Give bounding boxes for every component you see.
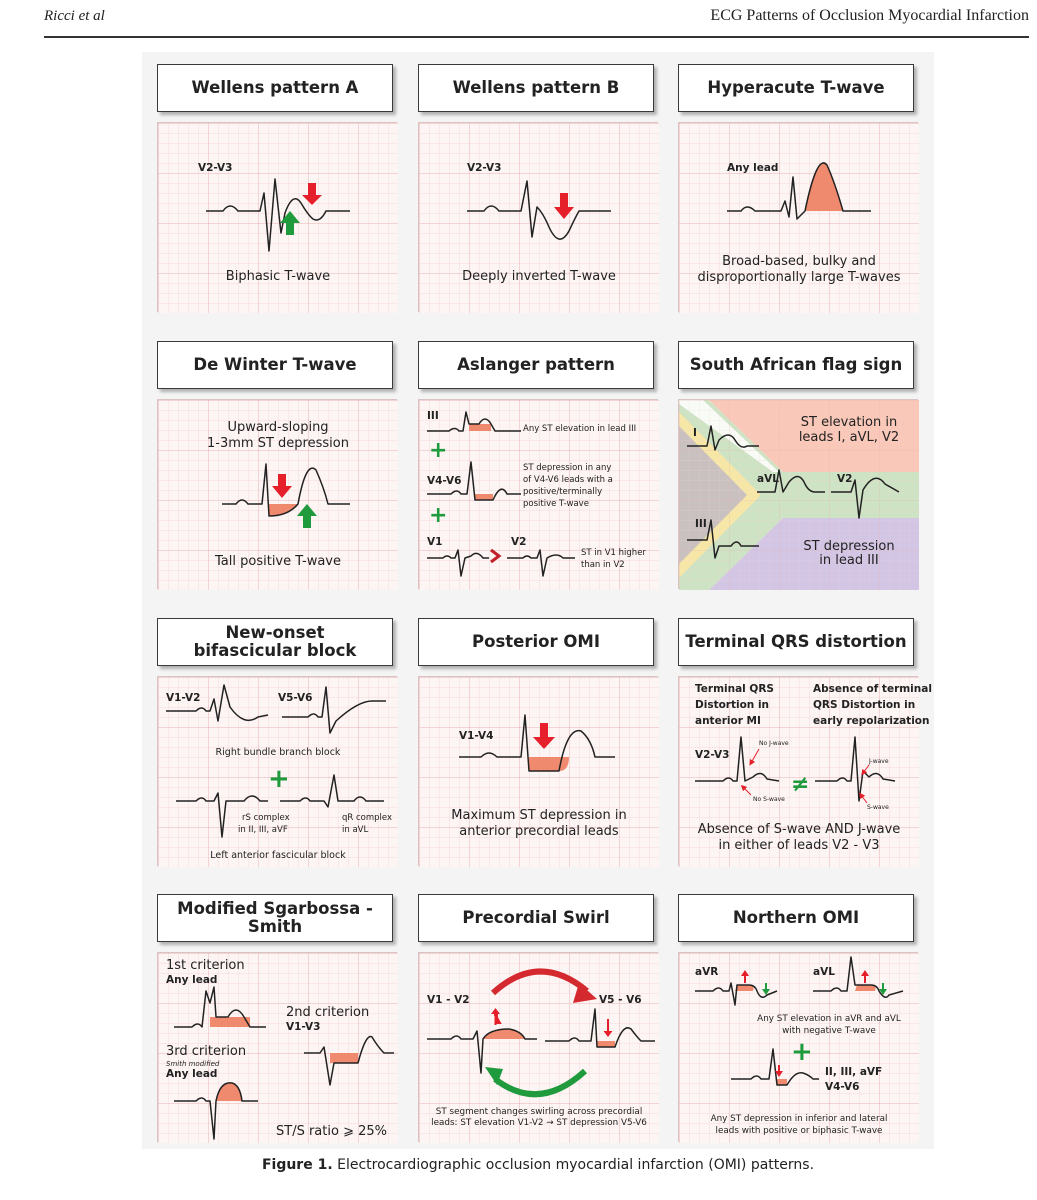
- right-heading-2: QRS Distortion in: [813, 699, 916, 711]
- panel-hyperacute: [678, 122, 918, 312]
- title-northern: Northern OMI: [678, 894, 914, 942]
- left-heading-1: Terminal QRS: [695, 683, 774, 695]
- title-line-1: New-onset: [225, 623, 325, 642]
- lead-v2-label: V2: [837, 473, 853, 485]
- title-hyperacute: Hyperacute T-wave: [678, 64, 914, 112]
- not-equal-sign: ≠: [791, 772, 810, 797]
- figure-caption-text: Electrocardiographic occlusion myocardial infarction (OMI) patterns.: [337, 1157, 815, 1173]
- rbbb-caption: Right bundle branch block: [215, 747, 341, 758]
- right-heading-3: early repolarization: [813, 715, 930, 727]
- right-heading-1: Absence of terminal: [813, 683, 932, 695]
- st-elevation-fill: [469, 424, 491, 431]
- s-wave-label: S-wave: [867, 804, 889, 811]
- panel-de-winter: [157, 399, 397, 589]
- lead-iii-label: III: [695, 518, 707, 530]
- title-sgarbossa: Modified Sgarbossa - Smith: [157, 894, 393, 942]
- note-1: Any ST elevation in lead III: [523, 424, 637, 434]
- st-depression-fill-2: [330, 1053, 358, 1063]
- lafb-caption: Left anterior fascicular block: [210, 850, 346, 861]
- title-bifascicular: [157, 618, 393, 666]
- title-de-winter: De Winter T-wave: [157, 341, 393, 389]
- lead-v5-v6-label: V5 - V6: [599, 994, 642, 1006]
- lead-v1-v2-label: V1 - V2: [427, 994, 470, 1006]
- note-2a: ST depression: [803, 539, 895, 554]
- title-wellens-b: Wellens pattern B: [418, 64, 654, 112]
- plus-sign: +: [791, 1037, 813, 1067]
- panel-bifascicular: [157, 676, 397, 866]
- rs-label-2: in II, III, aVF: [238, 825, 288, 835]
- criterion-3-sub-2: Any lead: [166, 1068, 218, 1080]
- left-heading-3: anterior MI: [695, 715, 761, 727]
- qr-label-1: qR complex: [342, 813, 393, 823]
- panel-aslanger: [418, 399, 658, 589]
- panel-sgarbossa: [157, 952, 397, 1142]
- title-south-african: South African flag sign: [678, 341, 914, 389]
- note-1b: leads I, aVL, V2: [798, 430, 900, 445]
- title-posterior: Posterior OMI: [418, 618, 654, 666]
- note-2a: Any ST depression in inferior and lateral: [710, 1114, 888, 1124]
- panel-south-african-flag: [678, 399, 918, 589]
- caption-line-1: Broad-based, bulky and: [722, 254, 876, 269]
- caption-line-2: in either of leads V2 - V3: [718, 838, 880, 853]
- st-s-ratio: ST/S ratio ⩾ 25%: [276, 1124, 387, 1139]
- criterion-1-sub: Any lead: [166, 974, 218, 986]
- top-text-2: 1-3mm ST depression: [207, 436, 349, 451]
- lead-avl-label: aVL: [813, 966, 835, 978]
- panel-northern-omi: [678, 952, 918, 1142]
- top-text-1: Upward-sloping: [227, 420, 329, 435]
- caption-line-2: disproportionally large T-waves: [697, 270, 901, 285]
- criterion-2: 2nd criterion: [286, 1005, 370, 1020]
- st-elevation-fill-avl: [855, 985, 876, 991]
- title-terminal-qrs: Terminal QRS distortion: [678, 618, 914, 666]
- title-swirl: Precordial Swirl: [418, 894, 654, 942]
- note-2b: of V4-V6 leads with a: [523, 475, 613, 485]
- rs-label-1: rS complex: [242, 813, 290, 823]
- lead-label: V2-V3: [695, 749, 730, 761]
- st-depression-fill-inferior: [777, 1079, 787, 1085]
- caption-line-2: leads: ST elevation V1-V2 → ST depression V5-V6: [431, 1118, 647, 1128]
- lead-v1-label: V1: [427, 536, 443, 548]
- lead-v5-v6-label: V5-V6: [278, 692, 313, 704]
- lead-label: Any lead: [727, 162, 779, 174]
- lead-v1-v2-label: V1-V2: [166, 692, 201, 704]
- note-1b: with negative T-wave: [782, 1026, 876, 1036]
- lead-v4-v6-label: V4-V6: [427, 475, 462, 487]
- caption-line-1: Maximum ST depression in: [451, 808, 627, 823]
- note-3a: ST in V1 higher: [581, 548, 646, 558]
- lead-lateral-label: V4-V6: [825, 1081, 860, 1093]
- lead-inferior-label: II, III, aVF: [825, 1066, 883, 1078]
- no-j-wave-label: No J-wave: [759, 740, 789, 747]
- caption: Tall positive T-wave: [215, 554, 341, 569]
- note-2b: leads with positive or biphasic T-wave: [715, 1126, 883, 1136]
- lead-avl-label: aVL: [757, 473, 779, 485]
- panel-precordial-swirl: [418, 952, 658, 1142]
- title-aslanger: Aslanger pattern: [418, 341, 654, 389]
- panel-wellens-a: [157, 122, 397, 312]
- criterion-3: 3rd criterion: [166, 1044, 247, 1059]
- no-s-wave-label: No S-wave: [753, 796, 785, 803]
- title-line-2: bifascicular block: [193, 641, 357, 660]
- caption: Deeply inverted T-wave: [462, 269, 616, 284]
- caption-line-1: ST segment changes swirling across precordial: [435, 1107, 643, 1117]
- note-2d: positive T-wave: [523, 499, 589, 509]
- lead-iii-label: III: [427, 410, 439, 422]
- lead-i-label: I: [693, 427, 697, 439]
- journal-title-header: ECG Patterns of Occlusion Myocardial Infarction: [710, 7, 1029, 24]
- lead-avr-label: aVR: [695, 966, 719, 978]
- st-elevation-fill-1: [210, 1017, 250, 1027]
- running-header: [44, 0, 1029, 38]
- panel-wellens-b: [418, 122, 658, 312]
- note-2b: in lead III: [819, 553, 879, 568]
- criterion-2-sub: V1-V3: [286, 1021, 321, 1033]
- plus-sign-2: +: [429, 503, 448, 528]
- lead-label: V1-V4: [459, 730, 494, 742]
- lead-label: V2-V3: [467, 162, 502, 174]
- panel-posterior-omi: [418, 676, 658, 866]
- note-1a: ST elevation in: [800, 415, 898, 430]
- criterion-1: 1st criterion: [166, 958, 245, 973]
- title-wellens-a: Wellens pattern A: [157, 64, 393, 112]
- figure-label: Figure 1.: [261, 1157, 333, 1173]
- caption-line-2: anterior precordial leads: [459, 824, 619, 839]
- st-depression-fill: [529, 757, 569, 771]
- note-2c: positive/terminally: [523, 487, 603, 497]
- caption: Biphasic T-wave: [225, 269, 331, 284]
- st-depression-fill-v5: [597, 1041, 615, 1047]
- lead-v2-label: V2: [511, 536, 527, 548]
- st-depression-fill: [475, 494, 493, 500]
- figure-caption: [142, 1157, 934, 1173]
- author-header: Ricci et al: [44, 8, 105, 24]
- note-1a: Any ST elevation in aVR and aVL: [757, 1014, 901, 1024]
- qr-label-2: in aVL: [342, 825, 369, 835]
- lead-label: V2-V3: [198, 162, 233, 174]
- plus-sign: +: [429, 438, 448, 463]
- note-3b: than in V2: [581, 560, 625, 570]
- plus-sign: +: [268, 764, 290, 794]
- j-wave-label: J-wave: [869, 758, 889, 765]
- note-2a: ST depression in any: [523, 463, 612, 473]
- criterion-3-sub-1: Smith modified: [166, 1060, 220, 1068]
- caption-line-1: Absence of S-wave AND J-wave: [697, 822, 901, 837]
- panel-terminal-qrs: [678, 676, 932, 866]
- left-heading-2: Distortion in: [695, 699, 770, 711]
